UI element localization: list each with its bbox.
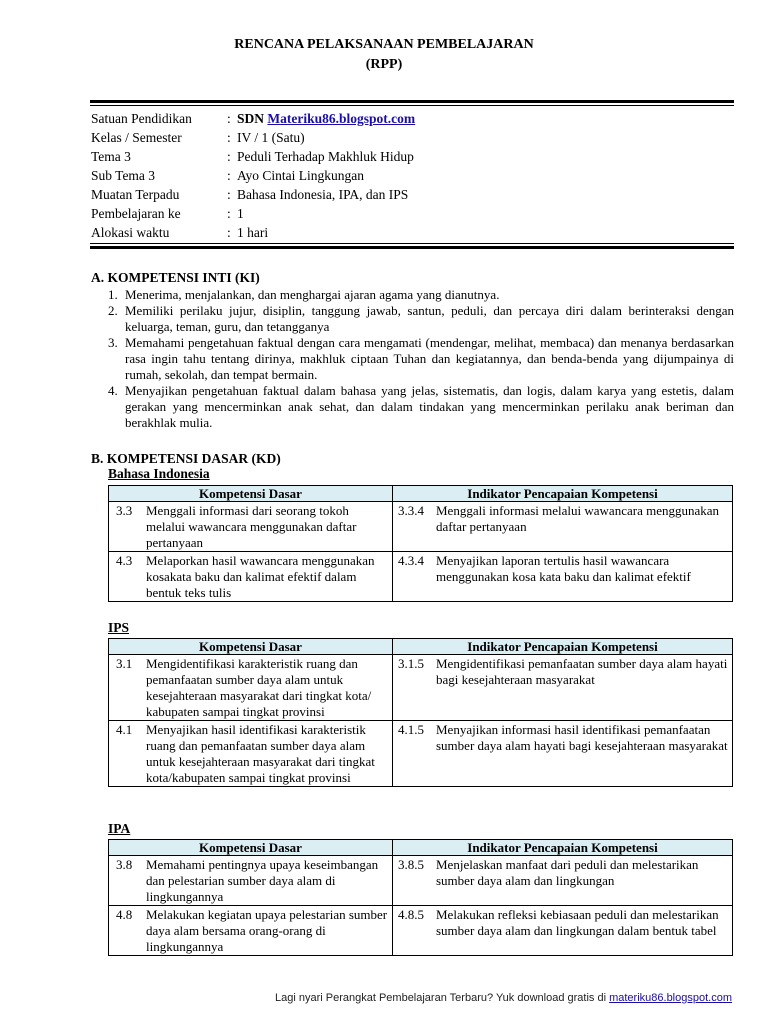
col-header-ipk: Indikator Pencapaian Kompetensi: [393, 639, 733, 655]
kd-text: Menyajikan hasil identifikasi karakteristik ruang dan pemanfaatan sumber daya alam untuk kesejahteraan masyarakat dari tingkat kota/kabupaten sampai tingkat provinsi: [146, 722, 375, 785]
table-row: [109, 502, 733, 552]
kd-text: Menggali informasi dari seorang tokoh melalui wawancara menggunakan daftar pertanyaan: [146, 503, 357, 550]
ki-item: 3. Memahami pengetahuan faktual dengan cara mengamati (mendengar, melihat, membaca) dan menanya berdasarkan rasa ingin tahu tentang dirinya, makhluk ciptaan Tuhan dan kegiatannya, dan benda-benda yang dijumpainya di rumah, sekolah, dan tempat bermain.: [108, 335, 734, 382]
table-header-row: [109, 639, 733, 655]
ipk-code: 4.3.4: [398, 553, 424, 568]
kd-table-ips: [108, 638, 733, 787]
identity-label: Sub Tema 3: [91, 168, 156, 183]
bottom-rule: [90, 246, 734, 249]
identity-row-subtheme: [91, 166, 731, 185]
kd-text: Mengidentifikasi karakteristik ruang dan pemanfaatan sumber daya alam untuk kesejahteraan masyarakat dari tingkat kota/ kabupaten sampai tingkat provinsi: [146, 656, 372, 719]
document-subtitle: (RPP): [365, 57, 403, 72]
identity-label: Satuan Pendidikan: [91, 111, 192, 126]
kd-code: 3.8: [116, 857, 133, 872]
identity-value: Ayo Cintai Lingkungan: [237, 168, 364, 183]
identity-label: Alokasi waktu: [91, 225, 170, 240]
identity-block: [91, 109, 731, 242]
identity-label: Muatan Terpadu: [91, 187, 180, 202]
identity-row-theme: [91, 147, 731, 166]
identity-row-lesson: [91, 204, 731, 223]
identity-value: 1 hari: [237, 225, 269, 240]
ki-item: 2. Memiliki perilaku jujur, disiplin, tanggung jawab, santun, peduli, dan percaya diri dalam berinteraksi dengan keluarga, teman, guru, dan tetangganya: [108, 303, 734, 334]
identity-label: Tema 3: [91, 149, 131, 164]
identity-separator: :: [227, 130, 231, 145]
col-header-kd: Kompetensi Dasar: [109, 486, 393, 502]
ki-item: 4. Menyajikan pengetahuan faktual dalam bahasa yang jelas, sistematis, dan logis, dalam karya yang estetis, dalam gerakan yang mencerminkan anak sehat, dan dalam tindakan yang mencerminkan perilaku anak beriman dan berakhlak mulia.: [108, 383, 734, 430]
kd-code: 3.1: [116, 656, 133, 671]
kd-heading: B. KOMPETENSI DASAR (KD): [91, 451, 281, 466]
kd-table-ipa: [108, 839, 733, 956]
footer-link[interactable]: materiku86.blogspot.com: [609, 992, 732, 1004]
identity-separator: :: [227, 111, 231, 126]
ki-heading: A. KOMPETENSI INTI (KI): [91, 270, 260, 285]
ki-item: 1. Menerima, menjalankan, dan menghargai ajaran agama yang dianutnya.: [108, 287, 500, 302]
footer-text: Lagi nyari Perangkat Pembelajaran Terbaru? Yuk download gratis di: [275, 992, 610, 1004]
identity-row-time: [91, 223, 731, 242]
kd-text: Melaporkan hasil wawancara menggunakan kosakata baku dan kalimat efektif dalam bentuk teks tulis: [146, 553, 375, 600]
ipk-code: 3.3.4: [398, 503, 424, 518]
table-row: [109, 552, 733, 602]
col-header-kd: Kompetensi Dasar: [109, 840, 393, 856]
identity-separator: :: [227, 206, 231, 221]
table-row: [109, 906, 733, 956]
top-rule-thin: [90, 105, 734, 106]
kd-code: 3.3: [116, 503, 133, 518]
bottom-rule-thin: [90, 243, 734, 244]
table-row: [109, 721, 733, 787]
identity-row-subjects: [91, 185, 731, 204]
ki-list: [108, 287, 734, 431]
ipk-text: Menjelaskan manfaat dari peduli dan melestarikan sumber daya alam dan lingkungan: [436, 857, 699, 888]
ipk-text: Menyajikan informasi hasil identifikasi pemanfaatan sumber daya alam hayati bagi kesejahteraan masyarakat: [436, 722, 728, 753]
identity-value: Bahasa Indonesia, IPA, dan IPS: [237, 187, 409, 202]
identity-label: Pembelajaran ke: [91, 206, 181, 221]
top-rule: [90, 100, 734, 103]
identity-separator: :: [227, 187, 231, 202]
ipk-text: Menyajikan laporan tertulis hasil wawancara menggunakan kosa kata baku dan kalimat efektif: [436, 553, 691, 584]
ipk-code: 4.8.5: [398, 907, 424, 922]
kd-code: 4.3: [116, 553, 133, 568]
identity-value: IV / 1 (Satu): [237, 130, 305, 145]
school-prefix: SDN: [237, 111, 268, 126]
kd-text: Melakukan kegiatan upaya pelestarian sumber daya alam bersama orang-orang di lingkungannya: [146, 907, 388, 954]
identity-label: Kelas / Semester: [91, 130, 182, 145]
identity-separator: :: [227, 149, 231, 164]
ipk-text: Mengidentifikasi pemanfaatan sumber daya alam hayati bagi kesejahteraan masyarakat: [436, 656, 728, 687]
identity-value: Peduli Terhadap Makhluk Hidup: [237, 149, 414, 164]
kd-table-bahasa: [108, 485, 733, 602]
subject-heading-ipa: IPA: [108, 821, 131, 836]
ipk-text: Melakukan refleksi kebiasaan peduli dan melestarikan sumber daya alam dan lingkungan dalam bentuk tabel: [436, 907, 719, 938]
col-header-kd: Kompetensi Dasar: [109, 639, 393, 655]
ipk-code: 4.1.5: [398, 722, 424, 737]
col-header-ipk: Indikator Pencapaian Kompetensi: [393, 840, 733, 856]
subject-heading-ips: IPS: [108, 620, 130, 635]
col-header-ipk: Indikator Pencapaian Kompetensi: [393, 486, 733, 502]
identity-separator: :: [227, 225, 231, 240]
footer-note: [275, 992, 732, 1004]
identity-row-class: [91, 128, 731, 147]
identity-separator: :: [227, 168, 231, 183]
identity-row-school: [91, 109, 731, 128]
kd-code: 4.1: [116, 722, 133, 737]
subject-heading-bahasa: Bahasa Indonesia: [108, 466, 210, 481]
school-link[interactable]: Materiku86.blogspot.com: [267, 111, 416, 126]
table-header-row: [109, 486, 733, 502]
table-row: [109, 655, 733, 721]
identity-value: 1: [237, 206, 244, 221]
table-row: [109, 856, 733, 906]
kd-code: 4.8: [116, 907, 133, 922]
ipk-text: Menggali informasi melalui wawancara menggunakan daftar pertanyaan: [436, 503, 720, 534]
table-header-row: [109, 840, 733, 856]
ipk-code: 3.8.5: [398, 857, 424, 872]
ipk-code: 3.1.5: [398, 656, 424, 671]
kd-text: Memahami pentingnya upaya keseimbangan dan pelestarian sumber daya alam di lingkungannya: [146, 857, 379, 904]
document-title: RENCANA PELAKSANAAN PEMBELAJARAN: [234, 37, 534, 52]
